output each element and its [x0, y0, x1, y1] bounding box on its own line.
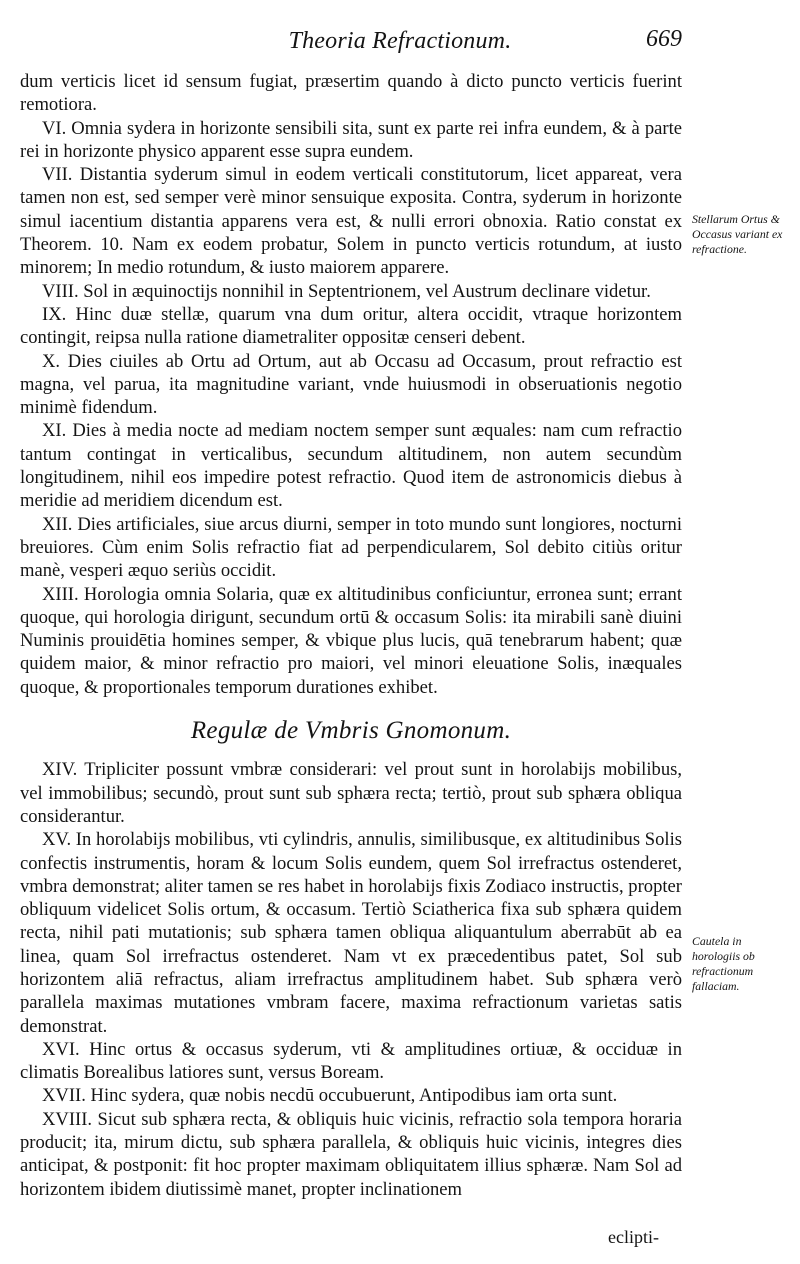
paragraph: dum verticis licet id sensum fugiat, præsertim quando à dicto puncto verticis fuerint remotiora.: [20, 71, 682, 116]
paragraph: XIII. Horologia omnia Solaria, quæ ex altitudinibus conficiuntur, erronea sunt; errant quoque, qui horologia dirigunt, secundum ortū & occasum Solis: ita mirabili sanè diuini Numinis prouidētia homines semper, & vbique plus lucis, quā tenebrarum habent; quæ quidem maior, & minor refractio pro maiori, vel minori eleuatione Solis, inæquales quoque, & proportionales temporum durationes exhibet.: [20, 583, 682, 698]
running-title: Theoria Refractionum.: [288, 28, 512, 54]
paragraph: XV. In horolabijs mobilibus, vti cylindris, annulis, similibusque, ex altitudinibus Solis confectis instrumentis, horam & locum Solis eundem, quem Sol irrefractus ostenderet, vmbra demonstrat; aliter tamen se res habet in horolabijs fixis Zodiaco instructis, propter obliquum videlicet Solis ortum, & occasum. Tertiò Sciatherica fixa sub sphæra quidem recta, nihil pati mutationis; sub sphæra tamen obliqua aliquantulum aberrabūt ab ea linea, quam Sol irrefractus ostenderet. Nam vt ex præcedentibus patet, Sol sub horizontem aliā refractus, aliam irrefractus amplitudinem habet. Sub sphæra verò parallela maximas mutationes vmbram facere, maxima refractionum varietas satis demonstrat.: [20, 829, 682, 1037]
margin-note-horology-caution: Cautela in horologiis ob refractionum fallaciam.: [692, 934, 755, 993]
paragraph: XII. Dies artificiales, siue arcus diurni, semper in toto mundo sunt longiores, nocturni breuiores. Cùm enim Solis refractio fiat ad perpendicularem, Sol debito citiùs oritur manè, vesperi æquo seriùs occidit.: [20, 513, 682, 582]
page-number: 669: [646, 26, 682, 52]
paragraph: XVII. Hinc sydera, quæ nobis necdū occubuerunt, Antipodibus iam orta sunt.: [42, 1085, 618, 1107]
paragraph: XI. Dies à media nocte ad mediam noctem semper sunt æquales: nam cum refractio tantum contingat in verticalibus, secundum altitudinem, non autem secundùm longitudinem, nihil eos impedire potest refractio. Quod item de astronomicis diebus à meridie ad meridiem dicendum est.: [20, 420, 682, 512]
catchword: eclipti-: [608, 1227, 659, 1247]
paragraph-group-rules: [20, 70, 682, 699]
paragraph: XVIII. Sicut sub sphæra recta, & obliquis huic vicinis, refractio sola tempora horaria producit; ita, mirum dictu, sub sphæra parallela, & obliquis huic vicinis, integres dies anticipat, & postponit: fit hoc propter maximam obliquitatem illius sphæræ. Nam Sol ad horizontem ibidem diutissimè manet, propter inclinationem: [20, 1108, 682, 1200]
running-header: [0, 22, 800, 62]
margin-note-star-rising: Stellarum Ortus & Occasus variant ex refractione.: [692, 212, 783, 256]
paragraph: XIV. Tripliciter possunt vmbræ considerari: vel prout sunt in horolabijs mobilibus, vel immobilibus; secundò, prout sunt sub sphæra recta; tertiò, prout sub sphæra obliqua considerantur.: [20, 759, 682, 827]
section-title: Regulæ de Vmbris Gnomonum.: [190, 717, 512, 745]
paragraph: VIII. Sol in æquinoctijs nonnihil in Septentrionem, vel Austrum declinare videtur.: [42, 280, 651, 302]
paragraph: VII. Distantia syderum simul in eodem verticali constitutorum, licet appareat, vera tamen non est, sed semper verè minor sensuique exposita. Contra, syderum in horizonte simul iacentium distantia apparens vera est, & nulli errori obnoxia. Ratio constat ex Theorem. 10. Nam ex eodem probatur, Solem in puncto verticis rotundum, at iusto minorem; In medio rotundum, & iusto maiorem apparere.: [20, 164, 682, 279]
paragraph: X. Dies ciuiles ab Ortu ad Ortum, aut ab Occasu ad Occasum, prout refractio est magna, vel parua, ita magnitudine variant, vnde huiusmodi in obseruationis negotio minimè fidendum.: [20, 350, 682, 419]
main-text: [20, 70, 682, 1201]
paragraph: XVI. Hinc ortus & occasus syderum, vti & amplitudines ortiuæ, & occiduæ in climatis Borealibus latiores sunt, versus Boream.: [20, 1038, 682, 1084]
paragraph-group-shadows: [20, 758, 682, 1201]
paragraph: VI. Omnia sydera in horizonte sensibili sita, sunt ex parte rei infra eundem, & à parte rei in horizonte physico apparent esse supra eundem.: [20, 117, 682, 162]
paragraph: IX. Hinc duæ stellæ, quarum vna dum oritur, altera occidit, vtraque horizontem contingit, reipsa nulla ratione diametraliter oppositæ censeri debent.: [20, 303, 682, 349]
